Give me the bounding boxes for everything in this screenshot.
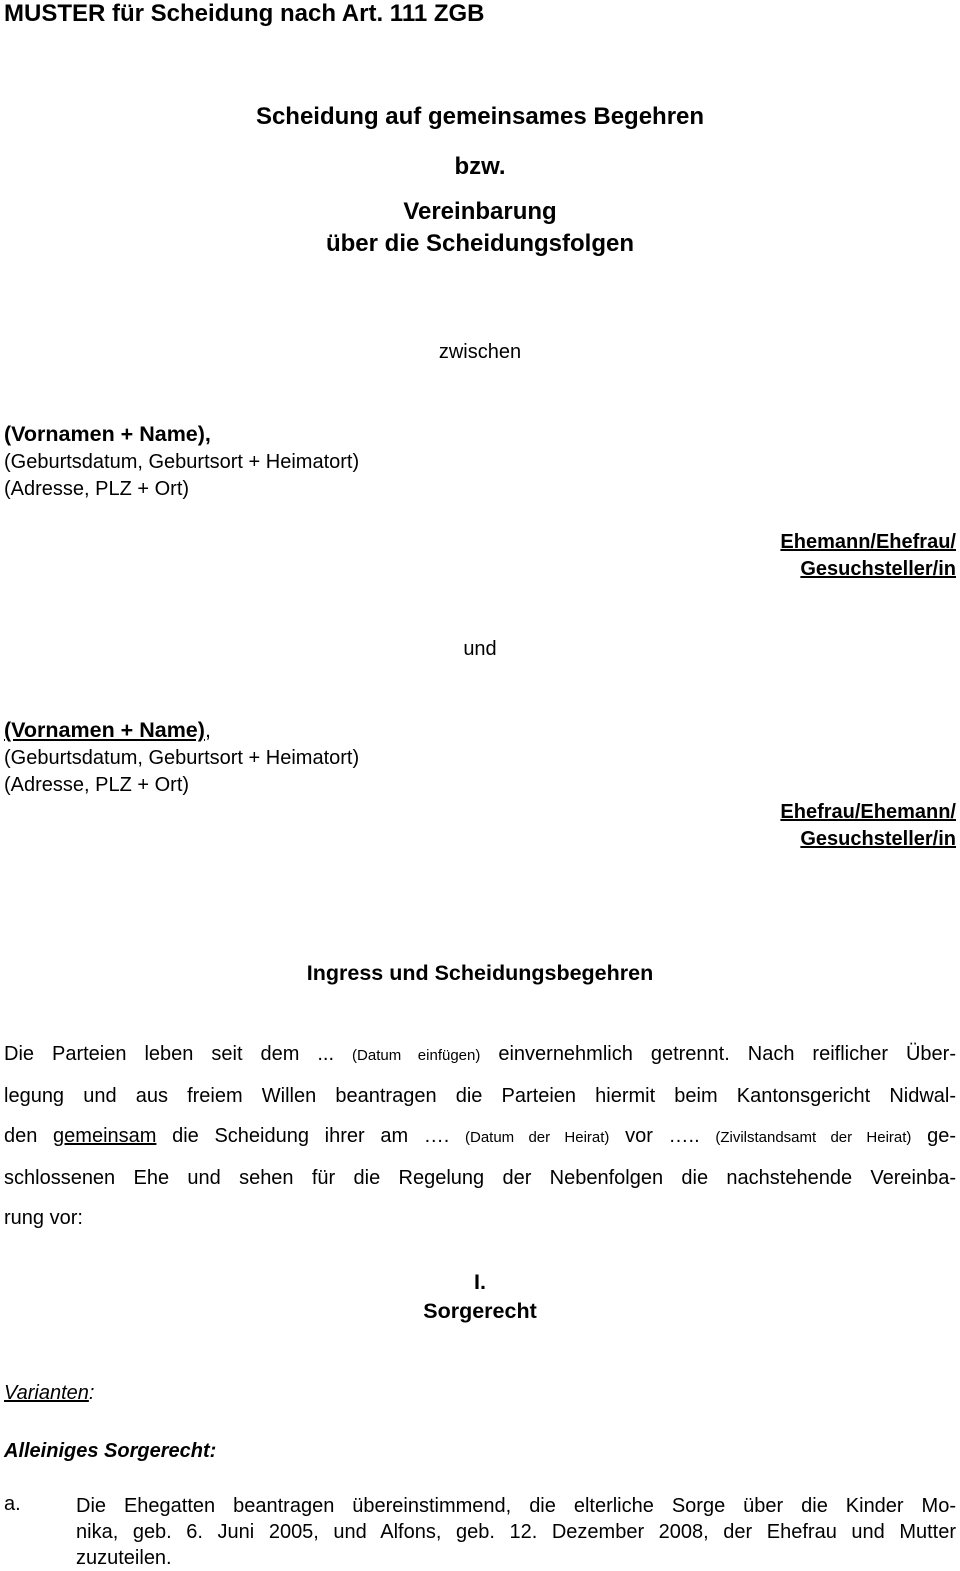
item-a-line-1: Die Ehegatten beantragen übereinstimmend, die elterliche Sorge über die Kinder Mo- [76,1495,956,1517]
variants-colon: : [88,1382,95,1404]
paragraph-line-1 [4,1034,956,1076]
ingress-paragraph [4,1034,956,1238]
custody-heading: Sorgerecht [423,1299,537,1323]
party1-name: (Vornamen + Name), [4,422,211,446]
variants-label: Varianten [4,1382,89,1404]
paragraph-text: Die Parteien leben seit dem ... [4,1043,353,1065]
party2-birth: (Geburtsdatum, Geburtsort + Heimatort) [4,747,360,769]
paragraph-text: einvernehmlich getrennt. Nach reiflicher Über- [480,1043,956,1065]
registry-office-placeholder: (Zivilstandsamt der Heirat) [715,1129,912,1146]
document-header: MUSTER für Scheidung nach Art. 111 ZGB [4,0,485,27]
party2-address: (Adresse, PLZ + Ort) [4,774,190,796]
title-line-1: Scheidung auf gemeinsames Begehren [255,103,705,130]
party1-birth: (Geburtsdatum, Geburtsort + Heimatort) [4,451,360,473]
marriage-date-placeholder: (Datum der Heirat) [465,1129,610,1146]
item-a-line-3: zuzuteilen. [76,1547,172,1569]
and-label: und [463,638,497,660]
party2-name-row [4,718,211,743]
section-heading: Ingress und Scheidungsbegehren [306,961,654,985]
sole-custody-heading: Alleiniges Sorgerecht: [4,1440,217,1462]
item-a-text [76,1493,956,1571]
paragraph-line-2: legung und aus freiem Willen beantragen die Parteien hiermit beim Kantonsgericht Nidwal- [4,1085,956,1107]
title-line-3: Vereinbarung [403,198,557,225]
party2-role-line-2: Gesuchsteller/in [800,828,956,850]
paragraph-line-5: rung vor: [4,1207,83,1229]
party1-address: (Adresse, PLZ + Ort) [4,478,190,500]
party1-role-line-2: Gesuchsteller/in [800,558,956,580]
title-line-4: über die Scheidungsfolgen [325,230,635,257]
paragraph-text: ge- [911,1125,956,1147]
item-a-marker: a. [4,1493,21,1515]
party2-name-comma: , [204,718,211,742]
paragraph-line-3 [4,1116,956,1158]
party1-role-line-1: Ehemann/Ehefrau/ [780,531,956,553]
item-a-line-2: nika, geb. 6. Juni 2005, und Alfons, geb. 12. Dezember 2008, der Ehefrau und Mutter [76,1521,956,1543]
roman-numeral: I. [474,1270,486,1294]
variants-row [4,1382,94,1405]
party2-role-line-1: Ehefrau/Ehemann/ [780,801,956,823]
date-placeholder: (Datum einfügen) [352,1047,481,1064]
paragraph-text: vor ….. [609,1125,716,1147]
title-line-2: bzw. [454,153,506,180]
paragraph-line-4: schlossenen Ehe und sehen für die Regelung der Nebenfolgen die nachstehende Vereinba- [4,1167,956,1189]
paragraph-text: den [4,1125,54,1147]
between-label: zwischen [438,341,522,363]
party2-name: (Vornamen + Name) [4,718,205,742]
emphasis-gemeinsam: gemeinsam [53,1125,157,1147]
paragraph-text: die Scheidung ihrer am …. [156,1125,465,1147]
